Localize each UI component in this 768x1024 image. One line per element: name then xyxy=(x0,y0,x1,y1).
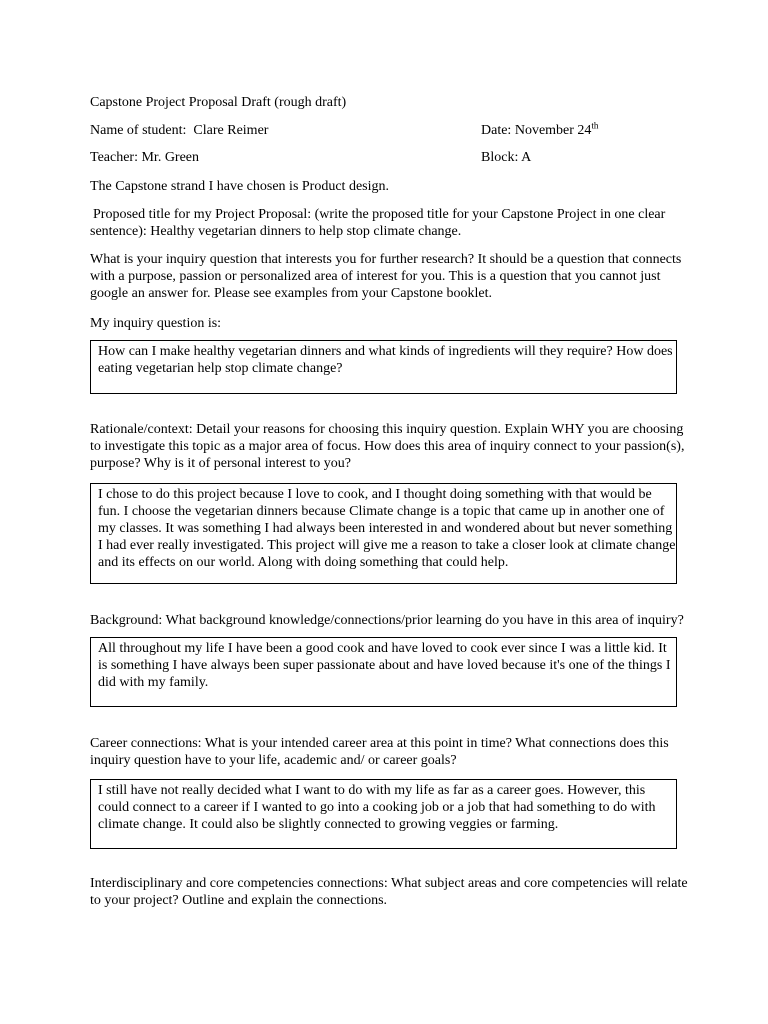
rationale-prompt: Rationale/context: Detail your reasons for choosing this inquiry question. Explain WHY you are choosing to investigate this topic as a major area of focus. How does this area of inquiry connect to your passion(s), purpose? Why is it of personal interest to you? xyxy=(90,422,685,471)
career-prompt: Career connections: What is your intended career area at this point in time? What connections does this inquiry question have to your life, academic and/ or career goals? xyxy=(90,736,669,768)
date-value: November 24 xyxy=(514,123,592,138)
career-answer-box xyxy=(90,779,677,849)
background-prompt: Background: What background knowledge/connections/prior learning do you have in this area of inquiry? xyxy=(90,613,684,628)
inquiry-label: My inquiry question is: xyxy=(90,316,222,331)
background-answer: All throughout my life I have been a good cook and have loved to cook ever since I was a little kid. It is something I have always been super passionate about and have loved because it's one of the things I did with my family. xyxy=(98,641,671,690)
rationale-answer-box xyxy=(90,483,677,584)
student-label: Name of student: xyxy=(90,123,187,138)
block-field xyxy=(481,149,531,166)
teacher-name: Mr. Green xyxy=(141,150,200,165)
document-title: Capstone Project Proposal Draft (rough draft) xyxy=(90,95,347,110)
title-prompt: Proposed title for my Project Proposal: (write the proposed title for your Capstone Project in one clear sentence): Healthy vegetarian dinners to help stop climate change. xyxy=(90,207,666,239)
teacher-label: Teacher: xyxy=(90,150,138,165)
student-row xyxy=(90,122,690,139)
inquiry-answer: How can I make healthy vegetarian dinners and what kinds of ingredients will they require? How does eating vegetarian help stop climate change? xyxy=(98,344,673,376)
interdisciplinary-prompt: Interdisciplinary and core competencies connections: What subject areas and core competencies will relate to your project? Outline and explain the connections. xyxy=(90,876,688,908)
strand-statement: The Capstone strand I have chosen is Product design. xyxy=(90,179,389,194)
inquiry-answer-box xyxy=(90,340,677,394)
career-answer: I still have not really decided what I want to do with my life as far as a career goes. However, this could connect to a career if I wanted to go into a cooking job or a job that had something to do with climate change. It could also be slightly connected to growing veggies or farming. xyxy=(98,783,656,832)
teacher-row xyxy=(90,149,690,166)
background-answer-box xyxy=(90,637,677,707)
student-name: Clare Reimer xyxy=(193,123,269,138)
date-suffix: th xyxy=(591,120,599,131)
block-value: A xyxy=(521,150,532,165)
date-label: Date: xyxy=(481,123,512,138)
rationale-answer: I chose to do this project because I love to cook, and I thought doing something with that would be fun. I choose the vegetarian dinners because Climate change is a topic that came up in another one of my classes. It was something I had always been interested in and wondered about but never something I had ever really investigated. This project will give me a reason to take a closer look at climate change and its effects on our world. Along with doing something that could help. xyxy=(98,487,676,570)
inquiry-prompt: What is your inquiry question that interests you for further research? It should be a question that connects with a purpose, passion or personalized area of interest for you. This is a question that you cannot just google an answer for. Please see examples from your Capstone booklet. xyxy=(90,252,682,301)
block-label: Block: xyxy=(481,150,519,165)
date-field xyxy=(481,122,598,139)
